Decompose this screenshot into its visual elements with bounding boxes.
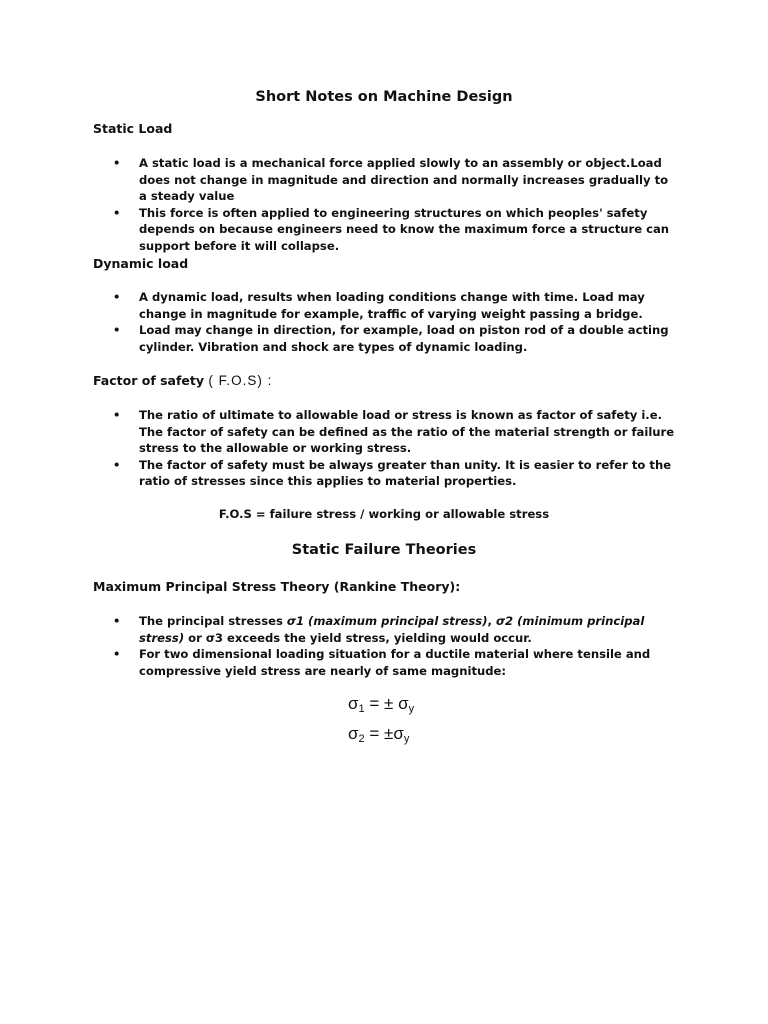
fos-heading-abbrev: ( F.O.S) : (208, 373, 273, 388)
list-item: • The ratio of ultimate to allowable load or stress is known as factor of safety i.e. The factor of safety can be defined as the ratio of the material strength or failure stress to the allowable or working stress. (93, 407, 675, 457)
static-load-list (93, 155, 675, 255)
fos-heading-label: Factor of safety (93, 373, 205, 388)
sigma2-term: σ2 (minimum principal stress) (139, 614, 645, 645)
equation-sigma1 (348, 694, 414, 715)
equation-lhs: σ (348, 694, 359, 713)
list-item: • A static load is a mechanical force applied slowly to an assembly or object.Load does not change in magnitude and direction and normally increases gradually to a steady value (93, 155, 675, 205)
static-load-heading: Static Load (93, 121, 173, 136)
equation-rhs: = ±σ (369, 724, 404, 743)
equation-lhs-subscript: 2 (358, 733, 365, 745)
equation-sigma2 (348, 724, 409, 745)
dynamic-load-list (93, 289, 675, 355)
bullet-text-separator: , (487, 614, 496, 628)
sigma1-term: σ1 (maximum principal stress) (286, 614, 488, 628)
list-item (93, 613, 675, 646)
bullet-text-suffix: or σ3 exceeds the yield stress, yielding would occur. (184, 630, 532, 645)
fos-list (93, 407, 675, 490)
bullet-text-prefix: The principal stresses (139, 614, 287, 628)
equation-lhs: σ (348, 724, 359, 743)
equation-lhs-subscript: 1 (358, 703, 365, 715)
section-title: Static Failure Theories (291, 542, 477, 558)
rankine-list (93, 613, 675, 679)
list-item: • A dynamic load, results when loading conditions change with time. Load may change in magnitude for example, traffic of varying weight passing a bridge. (93, 289, 675, 322)
equation-rhs-subscript: y (408, 703, 415, 715)
dynamic-load-heading: Dynamic load (93, 256, 189, 271)
document-title: Short Notes on Machine Design (255, 89, 513, 105)
fos-formula: F.O.S = failure stress / working or allowable stress (218, 507, 550, 521)
rankine-heading: Maximum Principal Stress Theory (Rankine Theory): (93, 579, 461, 594)
list-item: • This force is often applied to engineering structures on which peoples' safety depends on because engineers need to know the maximum force a structure can support before it will collapse. (93, 205, 675, 255)
equation-rhs-subscript: y (403, 733, 410, 745)
list-item: • For two dimensional loading situation for a ductile material where tensile and compressive yield stress are nearly of same magnitude: (93, 646, 675, 679)
list-item: • The factor of safety must be always greater than unity. It is easier to refer to the ratio of stresses since this applies to material properties. (93, 457, 675, 490)
equation-rhs: = ± σ (369, 694, 409, 713)
list-item: • Load may change in direction, for example, load on piston rod of a double acting cylinder. Vibration and shock are types of dynamic loading. (93, 322, 675, 355)
fos-heading (93, 373, 272, 388)
